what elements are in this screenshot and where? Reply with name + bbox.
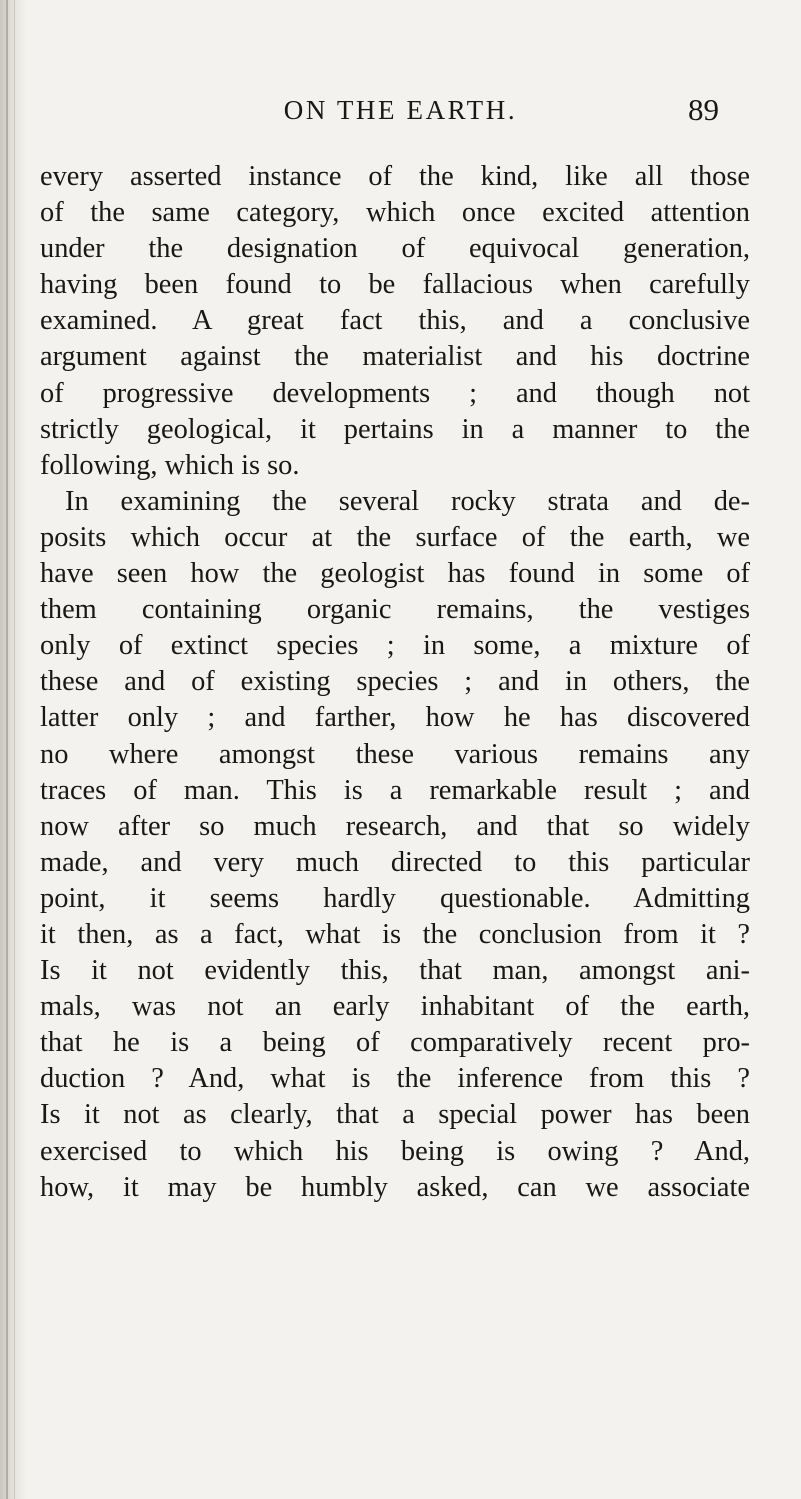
text-line: no where amongst these various remains any — [40, 738, 750, 770]
text-line: these and of existing species ; and in others, the — [40, 666, 750, 698]
text-line: argument against the materialist and his doctrine — [40, 341, 750, 373]
text-line: made, and very much directed to this particular — [40, 846, 750, 878]
text-line: point, it seems hardly questionable. Admitting — [40, 882, 750, 914]
text-line: now after so much research, and that so widely — [40, 810, 750, 842]
text-line: that he is a being of comparatively recent pro- — [40, 1027, 750, 1059]
text-line: under the designation of equivocal generation, — [40, 233, 750, 265]
text-line: Is it not as clearly, that a special power has been — [40, 1099, 750, 1131]
paragraph-first-line: In examining the several rocky strata and de- — [65, 485, 750, 517]
text-line: having been found to be fallacious when carefully — [40, 269, 750, 301]
binding-edge-line — [6, 0, 8, 1499]
text-line: of progressive developments ; and though not — [40, 377, 750, 409]
text-line: latter only ; and farther, how he has discovered — [40, 702, 750, 734]
text-line: strictly geological, it pertains in a manner to the — [40, 413, 750, 445]
text-line: how, it may be humbly asked, can we associate — [40, 1171, 750, 1203]
binding-edge-line-inner — [14, 0, 15, 1499]
text-line: exercised to which his being is owing ? And, — [40, 1135, 750, 1167]
text-line: them containing organic remains, the vestiges — [40, 594, 750, 626]
text-line: of the same category, which once excited attention — [40, 197, 750, 229]
paragraph-last-line: following, which is so. — [40, 449, 300, 481]
running-head: ON THE EARTH. — [283, 95, 518, 125]
text-line: duction ? And, what is the inference from this ? — [40, 1063, 750, 1095]
text-line: every asserted instance of the kind, like all those — [40, 161, 750, 192]
page-number: 89 — [688, 92, 719, 127]
text-line: only of extinct species ; in some, a mixture of — [40, 630, 750, 662]
text-line: Is it not evidently this, that man, amongst ani- — [40, 955, 750, 987]
page-header — [0, 90, 801, 130]
text-line: examined. A great fact this, and a conclusive — [40, 305, 750, 337]
body-text — [40, 159, 750, 1206]
binding-gutter — [0, 0, 26, 1499]
text-line: it then, as a fact, what is the conclusion from it ? — [40, 918, 750, 950]
text-line: have seen how the geologist has found in some of — [40, 558, 750, 590]
text-line: mals, was not an early inhabitant of the earth, — [40, 991, 750, 1023]
text-line: posits which occur at the surface of the earth, we — [40, 521, 750, 553]
text-line: traces of man. This is a remarkable result ; and — [40, 774, 750, 806]
